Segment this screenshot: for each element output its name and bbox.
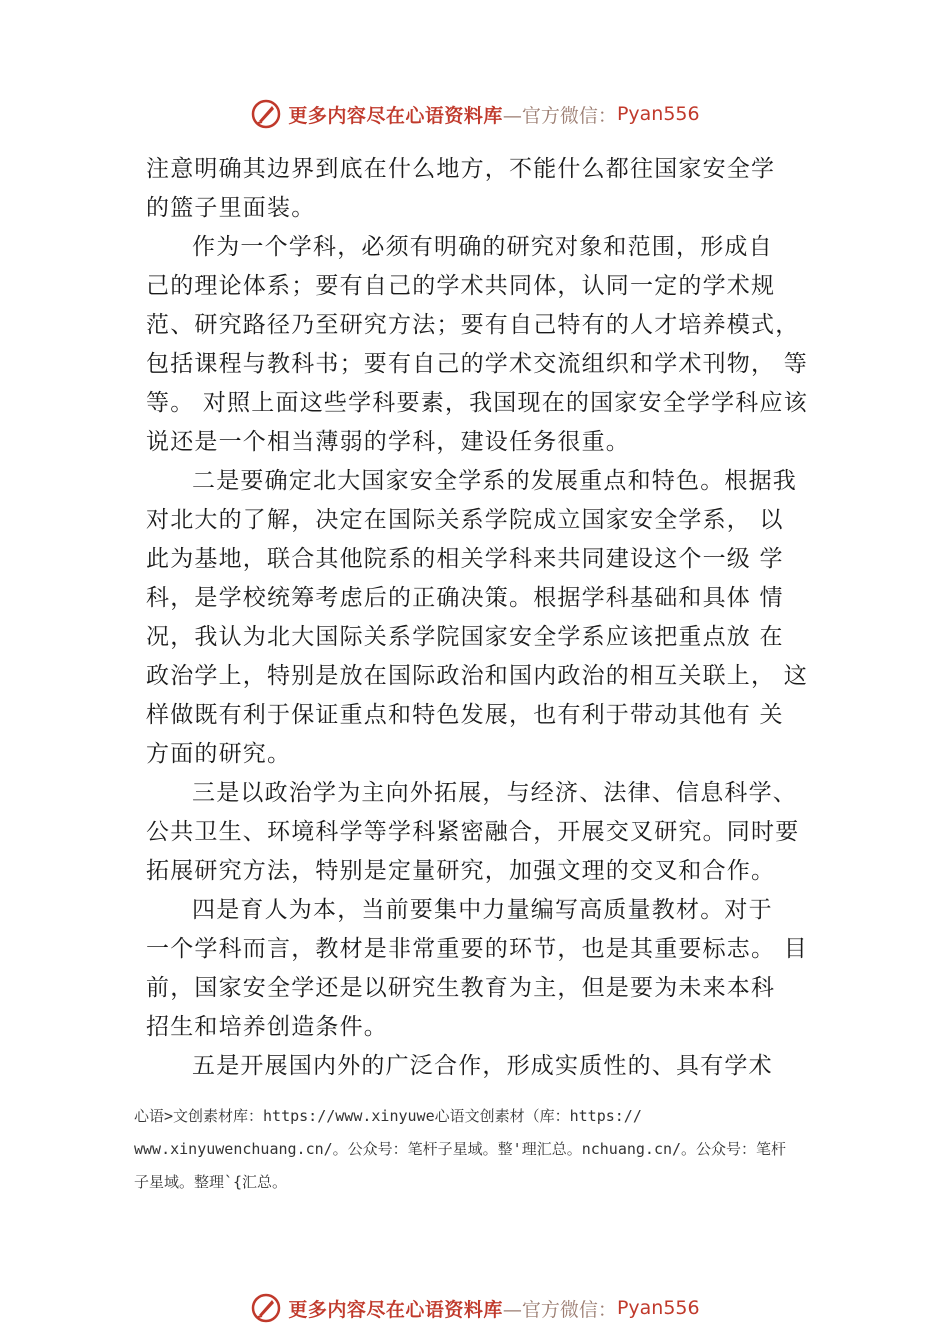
banner-grey-text: —官方微信： — [502, 1298, 617, 1321]
quill-logo-icon — [250, 98, 282, 130]
paragraph-line: 前，国家安全学还是以研究生教育为主，但是要为未来本科 — [146, 975, 776, 1001]
paragraph-line: 公共卫生、环境科学等学科紧密融合，开展交叉研究。同时要 — [146, 819, 800, 845]
banner-red-text: 更多内容尽在心语资料库 — [288, 104, 503, 127]
footnote-line: 心语>文创素材库：https://www.xinyuwe心语文创素材（库：https:// — [134, 1107, 642, 1125]
footnote — [134, 1100, 844, 1199]
paragraph-line: 己的理论体系；要有自己的学术共同体，认同一定的学术规 — [146, 273, 776, 299]
paragraph-line: 包括课程与教科书；要有自己的学术交流组织和学术刊物， 等 — [146, 351, 808, 377]
paragraph-line: 四是育人为本，当前要集中力量编写高质量教材。对于 — [192, 897, 773, 923]
paragraph-line: 五是开展国内外的广泛合作，形成实质性的、具有学术 — [192, 1053, 773, 1079]
banner-account: Pyan556 — [616, 103, 700, 125]
paragraph-line: 一个学科而言，教材是非常重要的环节，也是其重要标志。 目 — [146, 936, 808, 962]
paragraph-line: 拓展研究方法，特别是定量研究，加强文理的交叉和合作。 — [146, 858, 776, 884]
quill-logo-icon — [250, 1292, 282, 1324]
paragraph-line: 招生和培养创造条件。 — [146, 1014, 388, 1040]
body-text — [146, 150, 836, 1086]
paragraph-line: 作为一个学科，必须有明确的研究对象和范围，形成自 — [192, 234, 773, 260]
paragraph-line: 科，是学校统筹考虑后的正确决策。根据学科基础和具体 情 — [146, 585, 784, 611]
footer-banner — [0, 1288, 950, 1328]
paragraph-line: 范、研究路径乃至研究方法；要有自己特有的人才培养模式， — [146, 312, 800, 338]
footnote-line: www.xinyuwenchuang.cn/。公众号：笔杆子星域。整'理汇总。nchuang.cn/。公众号：笔杆 — [134, 1140, 787, 1158]
header-banner — [0, 94, 950, 134]
paragraph-line: 此为基地，联合其他院系的相关学科来共同建设这个一级 学 — [146, 546, 784, 572]
banner-red-text: 更多内容尽在心语资料库 — [288, 1298, 503, 1321]
paragraph-line: 二是要确定北大国家安全学系的发展重点和特色。根据我 — [192, 468, 797, 494]
paragraph-line: 三是以政治学为主向外拓展，与经济、法律、信息科学、 — [192, 780, 797, 806]
paragraph-line: 样做既有利于保证重点和特色发展，也有利于带动其他有 关 — [146, 702, 784, 728]
paragraph-line: 况，我认为北大国际关系学院国家安全学系应该把重点放 在 — [146, 624, 784, 650]
footnote-line: 子星域。整理`{汇总。 — [134, 1173, 288, 1191]
paragraph-line: 对北大的了解，决定在国际关系学院成立国家安全学系， 以 — [146, 507, 784, 533]
paragraph-line: 方面的研究。 — [146, 741, 292, 767]
banner-account: Pyan556 — [616, 1297, 700, 1319]
paragraph-line: 注意明确其边界到底在什么地方，不能什么都往国家安全学 — [146, 156, 776, 182]
paragraph-line: 政治学上，特别是放在国际政治和国内政治的相互关联上， 这 — [146, 663, 808, 689]
banner-grey-text: —官方微信： — [502, 104, 617, 127]
paragraph-line: 说还是一个相当薄弱的学科，建设任务很重。 — [146, 429, 630, 455]
paragraph-line: 的篮子里面装。 — [146, 195, 316, 221]
paragraph-line: 等。 对照上面这些学科要素，我国现在的国家安全学学科应该 — [146, 390, 808, 416]
